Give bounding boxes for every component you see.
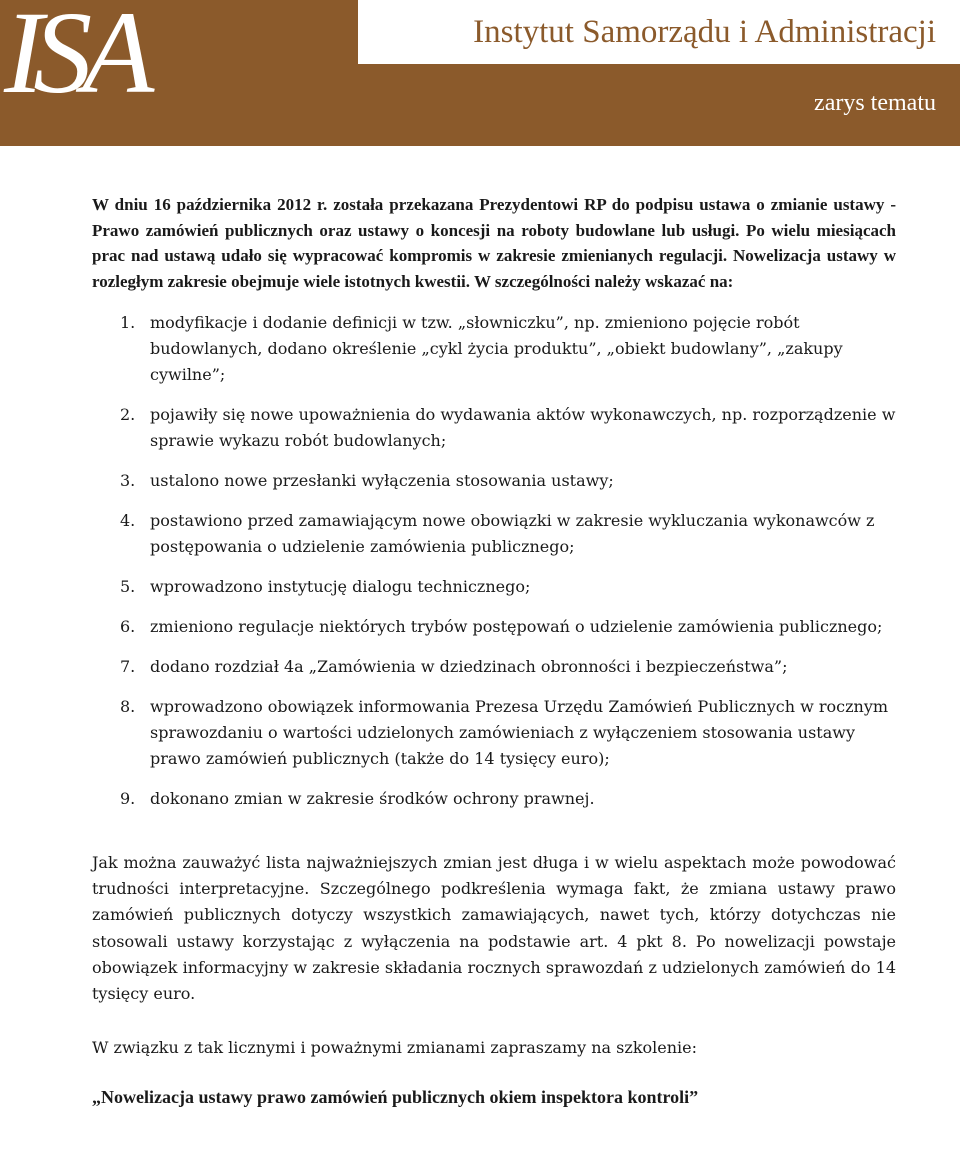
list-item [92,574,896,600]
list-item [92,508,896,560]
document-subtitle: zarys tematu [814,90,936,116]
list-item-number: 7. [120,657,136,676]
summary-paragraph: Jak można zauważyć lista najważniejszych zmian jest długa i w wielu aspektach może powodować trudności interpretacyjne. Szczególnego podkreślenia wymaga fakt, że zmiana ustawy prawo zamówień publicznych dotyczy wszystkich zamawiających, nawet tych, którzy dotychczas nie stosowali ustawy korzystając z wyłączenia na podstawie art. 4 pkt 8. Po nowelizacji powstaje obowiązek informacyjny w zakresie składania rocznych sprawozdań z udzielonych zamówień do 14 tysięcy euro. [92,853,896,1004]
header-subtitle-bar [358,64,960,146]
list-item-text: postawiono przed zamawiającym nowe obowiązki w zakresie wykluczania wykonawców z postępowania o udzielenie zamówienia publicznego; [150,511,875,556]
course-title: „Nowelizacja ustawy prawo zamówień publicznych okiem inspektora kontroli” [92,1087,699,1108]
changes-list [92,310,896,812]
list-item-text: dodano rozdział 4a „Zamówienia w dziedzinach obronności i bezpieczeństwa”; [150,657,788,676]
list-item [92,694,896,772]
list-item-number: 3. [120,471,136,490]
list-item-number: 8. [120,697,136,716]
institute-title: Instytut Samorządu i Administracji [473,14,936,50]
list-item-number: 6. [120,617,136,636]
list-item-text: wprowadzono obowiązek informowania Prezesa Urzędu Zamówień Publicznych w rocznym sprawozdaniu o wartości udzielonych zamówieniach z wyłączeniem stosowania ustawy prawo zamówień publicznych (także do 14 tysięcy euro); [150,697,889,768]
list-item-text: wprowadzono instytucję dialogu technicznego; [150,577,531,596]
logo [0,0,358,146]
list-item [92,402,896,454]
list-item-number: 5. [120,577,136,596]
list-item-text: modyfikacje i dodanie definicji w tzw. „słowniczku”, np. zmieniono pojęcie robót budowlanych, dodano określenie „cykl życia produktu”, „obiekt budowlany”, „zakupy cywilne”; [150,313,843,384]
list-item-number: 2. [120,405,136,424]
header-title-bar [358,0,960,64]
list-item-text: pojawiły się nowe upoważnienia do wydawania aktów wykonawczych, np. rozporządzenie w sprawie wykazu robót budowlanych; [150,405,896,450]
list-item [92,468,896,494]
list-item-text: ustalono nowe przesłanki wyłączenia stosowania ustawy; [150,471,614,490]
list-item [92,654,896,680]
list-item-number: 9. [120,789,136,808]
document-body [92,180,896,1108]
logo-monogram: ISA [4,0,145,118]
intro-paragraph: W dniu 16 października 2012 r. została przekazana Prezydentowi RP do podpisu ustawa o zmianie ustawy - Prawo zamówień publicznych oraz ustawy o koncesji na roboty budowlane lub usługi. Po wielu miesiącach prac nad ustawą udało się wypracować kompromis w zakresie zmienianych regulacji. Nowelizacja ustawy w rozległym zakresie obejmuje wiele istotnych kwestii. W szczególności należy wskazać na: [92,195,896,291]
list-item-number: 1. [120,313,136,332]
list-item [92,614,896,640]
list-item [92,310,896,388]
list-item-number: 4. [120,511,136,530]
list-item [92,786,896,812]
list-item-text: dokonano zmian w zakresie środków ochrony prawnej. [150,789,595,808]
list-item-text: zmieniono regulacje niektórych trybów postępowań o udzielenie zamówienia publicznego; [150,617,883,636]
invitation-text: W związku z tak licznymi i poważnymi zmianami zapraszamy na szkolenie: [92,1038,698,1058]
